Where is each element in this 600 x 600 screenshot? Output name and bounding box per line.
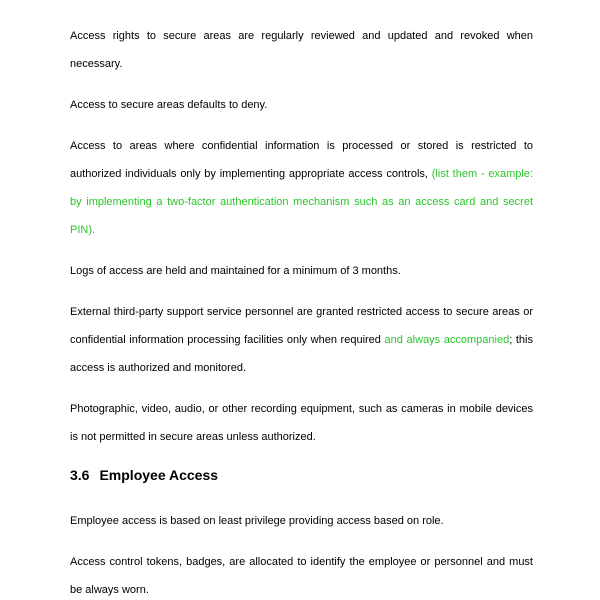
paragraph — [70, 257, 533, 285]
text-run: Access rights to secure areas are regularly reviewed and updated and revoked when necessary. — [70, 30, 533, 70]
edited-text-run: (list them - example: by implementing a two-factor authentication mechanism such as an access card and secret PIN). — [70, 168, 534, 236]
paragraph — [70, 132, 533, 244]
text-run: Logs of access are held and maintained for a minimum of 3 months. — [70, 265, 401, 277]
paragraph — [70, 507, 533, 535]
paragraph — [70, 298, 533, 382]
edited-text-run: and always accompanied — [384, 334, 510, 346]
text-run: Access to secure areas defaults to deny. — [70, 99, 268, 111]
section-heading — [70, 464, 533, 486]
paragraph — [70, 91, 533, 119]
text-run: Access to areas where confidential information is processed or stored is restricted to authorized individuals only by implementing appropriate access controls, — [70, 140, 533, 180]
text-run: Employee access is based on least privilege providing access based on role. — [70, 515, 444, 527]
text-run: ; this access is authorized and monitored. — [70, 334, 533, 374]
text-run: External third-party support service personnel are granted restricted access to secure areas or confidential information processing facilities only when required — [70, 306, 533, 346]
paragraph — [70, 548, 533, 600]
text-run: Photographic, video, audio, or other recording equipment, such as cameras in mobile devices is not permitted in secure areas unless authorized. — [70, 403, 533, 443]
section-number: 3.6 — [70, 467, 90, 483]
text-run: Access control tokens, badges, are allocated to identify the employee or personnel and must be always worn. — [70, 556, 533, 596]
paragraph — [70, 395, 533, 451]
section-title: Employee Access — [99, 467, 219, 483]
paragraph — [70, 22, 533, 78]
